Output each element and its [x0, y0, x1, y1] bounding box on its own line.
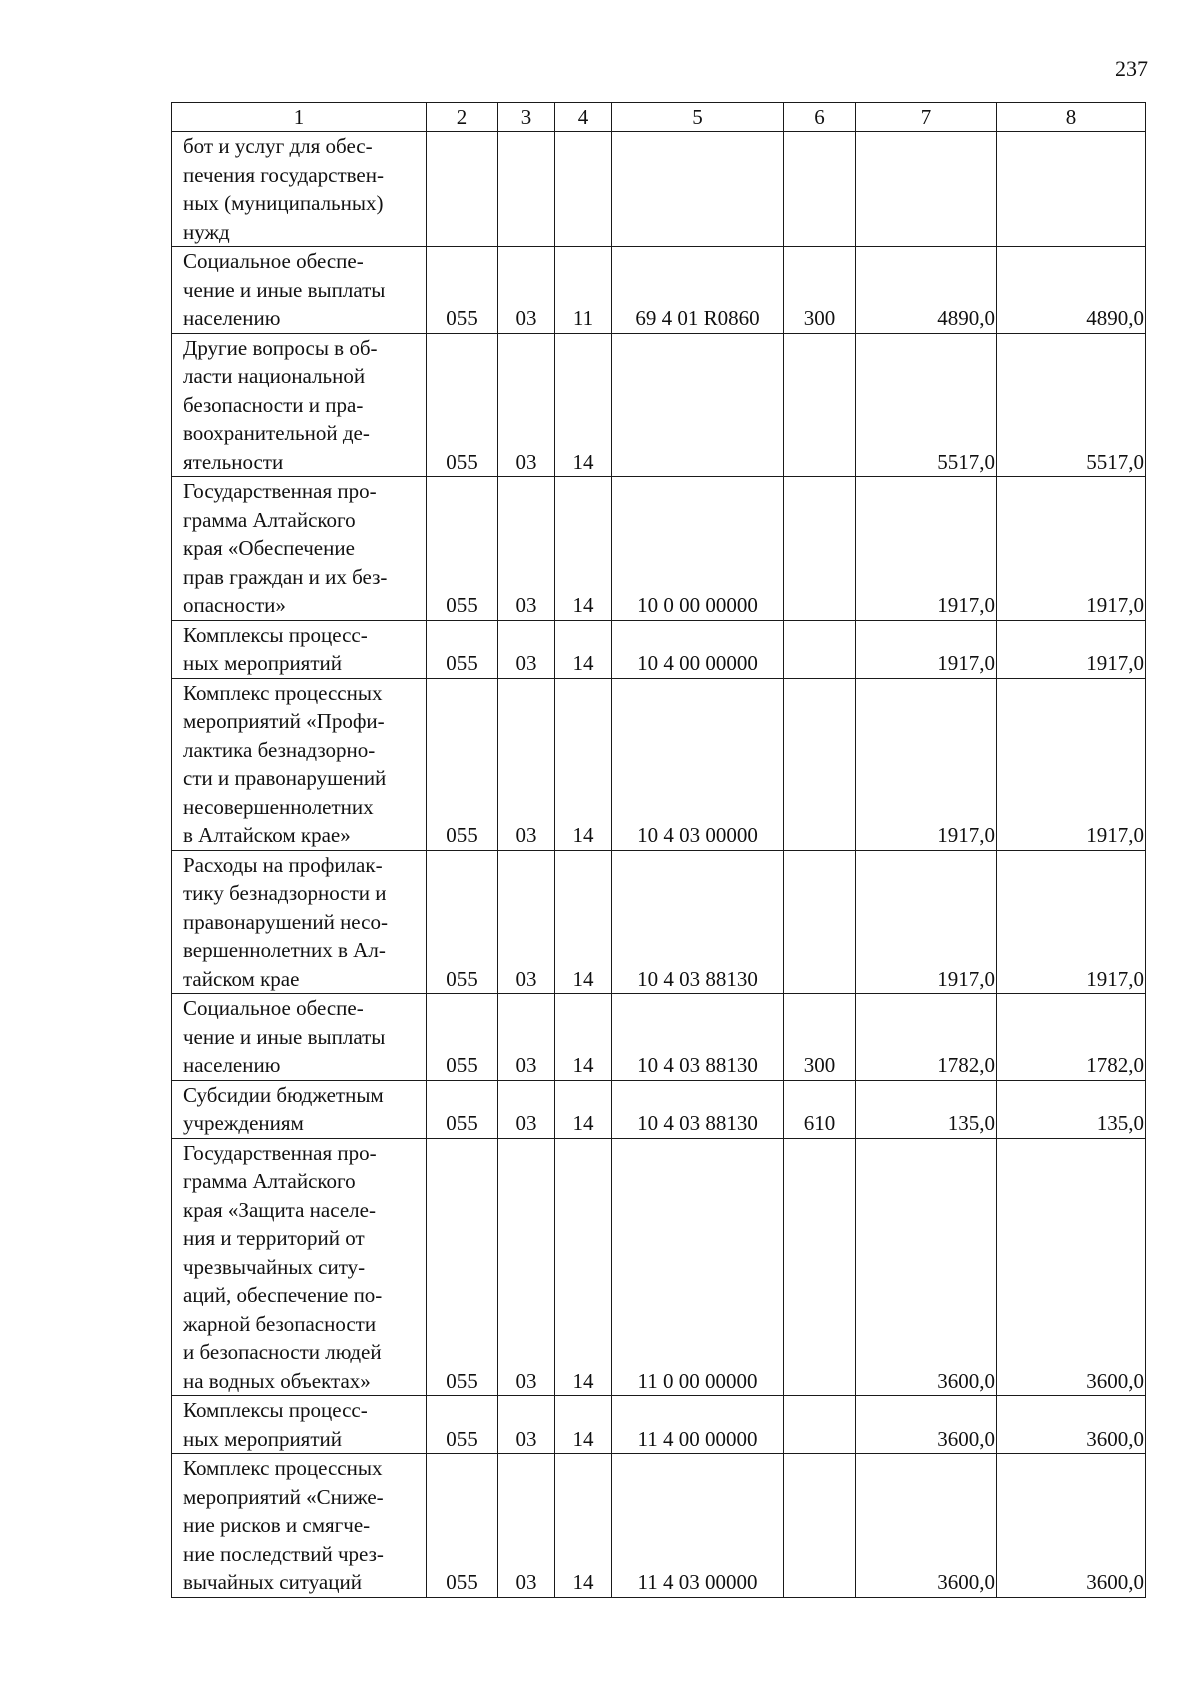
admin-code: 055	[427, 620, 498, 678]
subsection-code: 14	[555, 1396, 612, 1454]
description-line: прав граждан и их без-	[183, 564, 388, 589]
admin-code: 055	[427, 1138, 498, 1396]
description-line: несовершеннолетних	[183, 794, 374, 819]
table-row	[172, 994, 1146, 1081]
target-article-code: 69 4 01 R0860	[612, 247, 784, 334]
description-line: ласти национальной	[183, 364, 366, 388]
description-line: грамма Алтайского	[183, 507, 356, 532]
row-description	[172, 1396, 427, 1454]
amount-col8: 135,0	[997, 1080, 1146, 1138]
description-line: ние рисков и смягче-	[183, 1513, 371, 1537]
target-article-code: 10 0 00 00000	[612, 477, 784, 621]
column-header-8: 8	[997, 103, 1146, 132]
column-header-4: 4	[555, 103, 612, 132]
target-article-code	[612, 132, 784, 247]
row-description	[172, 477, 427, 621]
target-article-code: 10 4 03 88130	[612, 1080, 784, 1138]
section-code: 03	[498, 333, 555, 477]
description-line: ных мероприятий	[183, 1426, 342, 1451]
amount-col8: 3600,0	[997, 1396, 1146, 1454]
column-header-5: 5	[612, 103, 784, 132]
description-line: ния и территорий от	[183, 1226, 365, 1250]
expense-type-code	[784, 132, 856, 247]
admin-code: 055	[427, 1396, 498, 1454]
amount-col7: 3600,0	[856, 1396, 997, 1454]
expense-type-code: 610	[784, 1080, 856, 1138]
table-row	[172, 1080, 1146, 1138]
expense-type-code: 300	[784, 994, 856, 1081]
amount-col8	[997, 132, 1146, 247]
amount-col8: 1917,0	[997, 678, 1146, 850]
table-row	[172, 247, 1146, 334]
target-article-code	[612, 333, 784, 477]
description-line: края «Защита населе-	[183, 1197, 376, 1222]
target-article-code: 10 4 03 00000	[612, 678, 784, 850]
amount-col8: 3600,0	[997, 1138, 1146, 1396]
table-row	[172, 620, 1146, 678]
target-article-code: 10 4 03 88130	[612, 994, 784, 1081]
row-description	[172, 1454, 427, 1598]
section-code: 03	[498, 1080, 555, 1138]
description-line: бот и услуг для обес-	[183, 134, 373, 158]
subsection-code: 14	[555, 678, 612, 850]
expense-type-code: 300	[784, 247, 856, 334]
description-line: ятельности	[183, 449, 284, 474]
subsection-code: 14	[555, 850, 612, 994]
row-description	[172, 247, 427, 334]
table-row	[172, 1396, 1146, 1454]
description-line: в Алтайском крае»	[183, 823, 351, 847]
description-line: безопасности и пра-	[183, 392, 364, 417]
section-code: 03	[498, 1396, 555, 1454]
amount-col7: 1917,0	[856, 477, 997, 621]
table-row	[172, 477, 1146, 621]
expense-type-code	[784, 477, 856, 621]
description-line: Государственная про-	[183, 479, 377, 503]
column-header-7: 7	[856, 103, 997, 132]
expense-type-code	[784, 1454, 856, 1598]
section-code: 03	[498, 247, 555, 334]
admin-code: 055	[427, 678, 498, 850]
description-line: мероприятий «Сниже-	[183, 1484, 384, 1509]
description-line: учреждениям	[183, 1111, 304, 1135]
description-line: воохранительной де-	[183, 421, 370, 445]
description-line: на водных объектах»	[183, 1368, 371, 1393]
description-line: Государственная про-	[183, 1140, 377, 1165]
column-header-2: 2	[427, 103, 498, 132]
row-description	[172, 1138, 427, 1396]
row-description	[172, 132, 427, 247]
amount-col8: 1917,0	[997, 620, 1146, 678]
description-line: чрезвычайных ситу-	[183, 1254, 366, 1279]
row-description	[172, 994, 427, 1081]
description-line: нужд	[183, 219, 230, 244]
amount-col7: 1917,0	[856, 850, 997, 994]
amount-col8: 4890,0	[997, 247, 1146, 334]
expense-type-code	[784, 850, 856, 994]
header-row	[172, 103, 1146, 132]
description-line: аций, обеспечение по-	[183, 1283, 383, 1307]
section-code: 03	[498, 477, 555, 621]
description-line: правонарушений несо-	[183, 909, 388, 934]
section-code: 03	[498, 678, 555, 850]
description-line: и безопасности людей	[183, 1340, 382, 1364]
subsection-code: 11	[555, 247, 612, 334]
row-description	[172, 850, 427, 994]
subsection-code: 14	[555, 1454, 612, 1598]
expense-type-code	[784, 333, 856, 477]
target-article-code: 11 4 00 00000	[612, 1396, 784, 1454]
subsection-code: 14	[555, 477, 612, 621]
section-code: 03	[498, 1454, 555, 1598]
description-line: тику безнадзорности и	[183, 881, 387, 905]
description-line: сти и правонарушений	[183, 766, 387, 790]
admin-code: 055	[427, 247, 498, 334]
section-code: 03	[498, 994, 555, 1081]
budget-table	[171, 102, 1146, 1598]
table-row	[172, 1454, 1146, 1598]
expense-type-code	[784, 1138, 856, 1396]
target-article-code: 11 0 00 00000	[612, 1138, 784, 1396]
expense-type-code	[784, 678, 856, 850]
admin-code: 055	[427, 1080, 498, 1138]
row-description	[172, 333, 427, 477]
admin-code: 055	[427, 850, 498, 994]
description-line: Комплексы процесс-	[183, 1398, 368, 1422]
expense-type-code	[784, 620, 856, 678]
amount-col8: 3600,0	[997, 1454, 1146, 1598]
table-row	[172, 132, 1146, 247]
description-line: чение и иные выплаты	[183, 277, 386, 302]
section-code: 03	[498, 620, 555, 678]
target-article-code: 10 4 03 88130	[612, 850, 784, 994]
subsection-code: 14	[555, 994, 612, 1081]
subsection-code	[555, 132, 612, 247]
description-line: грамма Алтайского	[183, 1169, 356, 1193]
section-code: 03	[498, 1138, 555, 1396]
admin-code: 055	[427, 333, 498, 477]
table-row	[172, 678, 1146, 850]
description-line: края «Обеспечение	[183, 536, 355, 560]
expense-type-code	[784, 1396, 856, 1454]
amount-col7: 135,0	[856, 1080, 997, 1138]
column-header-6: 6	[784, 103, 856, 132]
description-line: Социальное обеспе-	[183, 249, 364, 273]
description-line: Комплексы процесс-	[183, 622, 368, 647]
description-line: ных мероприятий	[183, 651, 342, 675]
table-row	[172, 1138, 1146, 1396]
row-description	[172, 678, 427, 850]
amount-col8: 1917,0	[997, 477, 1146, 621]
table-body	[172, 132, 1146, 1598]
row-description	[172, 1080, 427, 1138]
row-description	[172, 620, 427, 678]
description-line: жарной безопасности	[183, 1311, 377, 1336]
description-line: вычайных ситуаций	[183, 1570, 362, 1594]
amount-col7: 3600,0	[856, 1138, 997, 1396]
page-number: 237	[1115, 56, 1148, 81]
column-header-3: 3	[498, 103, 555, 132]
amount-col8: 1782,0	[997, 994, 1146, 1081]
description-line: Расходы на профилак-	[183, 852, 383, 877]
description-line: Комплекс процессных	[183, 680, 383, 705]
subsection-code: 14	[555, 620, 612, 678]
section-code: 03	[498, 850, 555, 994]
description-line: ных (муниципальных)	[183, 191, 384, 215]
description-line: Социальное обеспе-	[183, 996, 364, 1020]
amount-col7: 3600,0	[856, 1454, 997, 1598]
admin-code: 055	[427, 994, 498, 1081]
description-line: мероприятий «Профи-	[183, 709, 385, 733]
amount-col7: 5517,0	[856, 333, 997, 477]
column-header-1: 1	[172, 103, 427, 132]
target-article-code: 11 4 03 00000	[612, 1454, 784, 1598]
admin-code: 055	[427, 477, 498, 621]
amount-col8: 5517,0	[997, 333, 1146, 477]
amount-col7: 4890,0	[856, 247, 997, 334]
description-line: Комплекс процессных	[183, 1456, 383, 1480]
subsection-code: 14	[555, 333, 612, 477]
section-code	[498, 132, 555, 247]
description-line: опасности»	[183, 593, 286, 617]
amount-col7: 1917,0	[856, 678, 997, 850]
description-line: вершеннолетних в Ал-	[183, 938, 386, 962]
admin-code	[427, 132, 498, 247]
target-article-code: 10 4 00 00000	[612, 620, 784, 678]
description-line: чение и иные выплаты	[183, 1024, 386, 1049]
description-line: населению	[183, 1053, 281, 1077]
amount-col7: 1782,0	[856, 994, 997, 1081]
subsection-code: 14	[555, 1080, 612, 1138]
admin-code: 055	[427, 1454, 498, 1598]
description-line: тайском крае	[183, 966, 300, 991]
description-line: Субсидии бюджетным	[183, 1082, 384, 1107]
description-line: лактика безнадзорно-	[183, 737, 376, 762]
description-line: печения государствен-	[183, 162, 384, 187]
description-line: Другие вопросы в об-	[183, 335, 378, 360]
description-line: ние последствий чрез-	[183, 1541, 384, 1566]
table-row	[172, 850, 1146, 994]
description-line: населению	[183, 306, 281, 330]
amount-col7: 1917,0	[856, 620, 997, 678]
subsection-code: 14	[555, 1138, 612, 1396]
amount-col8: 1917,0	[997, 850, 1146, 994]
amount-col7	[856, 132, 997, 247]
table-row	[172, 333, 1146, 477]
